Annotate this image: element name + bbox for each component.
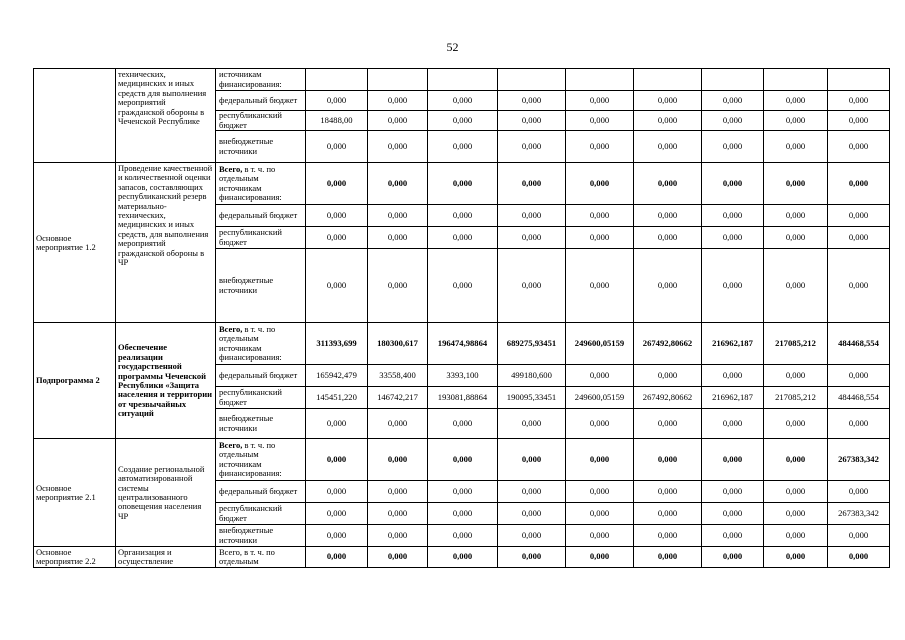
value-cell: 0,000 (764, 525, 828, 547)
description-cell: Создание региональной автоматизированной системы централизованного оповещения населения ЧР (116, 439, 216, 547)
value-cell: 0,000 (368, 163, 428, 205)
funding-source-cell (216, 547, 306, 568)
value-cell: 0,000 (306, 525, 368, 547)
value-cell: 0,000 (498, 227, 566, 249)
value-cell: 0,000 (566, 249, 634, 323)
value-cell: 0,000 (566, 91, 634, 111)
value-cell: 0,000 (764, 111, 828, 131)
value-cell: 0,000 (498, 205, 566, 227)
value-cell: 0,000 (566, 111, 634, 131)
value-cell: 0,000 (428, 205, 498, 227)
value-cell: 0,000 (634, 525, 702, 547)
value-cell: 0,000 (566, 547, 634, 568)
value-cell: 0,000 (828, 163, 890, 205)
value-cell: 18488,00 (306, 111, 368, 131)
value-cell: 0,000 (498, 91, 566, 111)
total-prefix: Всего, (219, 439, 243, 450)
funding-source-cell: внебюджетные источники (216, 409, 306, 439)
value-cell: 0,000 (828, 205, 890, 227)
value-cell: 0,000 (306, 205, 368, 227)
value-cell: 0,000 (702, 205, 764, 227)
value-cell: 0,000 (428, 409, 498, 439)
total-prefix: Всего, (219, 323, 243, 334)
value-cell: 217085,212 (764, 387, 828, 409)
value-cell (702, 69, 764, 91)
value-cell: 146742,217 (368, 387, 428, 409)
value-cell: 0,000 (306, 163, 368, 205)
value-cell: 0,000 (368, 227, 428, 249)
total-label: в т. ч. по отдельным источникам финансирования: (219, 163, 282, 202)
funding-source-cell: внебюджетные источники (216, 131, 306, 163)
funding-source-cell: внебюджетные источники (216, 525, 306, 547)
value-cell: 0,000 (368, 481, 428, 503)
value-cell: 190095,33451 (498, 387, 566, 409)
table-row (34, 439, 890, 481)
funding-source-cell: федеральный бюджет (216, 91, 306, 111)
value-cell: 0,000 (702, 163, 764, 205)
value-cell: 0,000 (702, 249, 764, 323)
funding-source-cell: республиканский бюджет (216, 111, 306, 131)
value-cell (368, 69, 428, 91)
value-cell: 0,000 (566, 163, 634, 205)
funding-source-cell: источникам финансирования: (216, 69, 306, 91)
total-label: в т. ч. по отдельным источникам финансирования: (219, 323, 282, 362)
value-cell: 0,000 (306, 481, 368, 503)
value-cell: 0,000 (764, 439, 828, 481)
value-cell: 0,000 (702, 91, 764, 111)
value-cell: 0,000 (764, 227, 828, 249)
value-cell: 0,000 (498, 481, 566, 503)
value-cell: 0,000 (306, 439, 368, 481)
value-cell: 0,000 (634, 481, 702, 503)
table-row (34, 69, 890, 91)
table-row (34, 323, 890, 365)
value-cell: 0,000 (828, 111, 890, 131)
value-cell: 0,000 (428, 163, 498, 205)
value-cell: 0,000 (306, 547, 368, 568)
table-row (34, 163, 890, 205)
value-cell: 0,000 (306, 91, 368, 111)
value-cell: 0,000 (428, 547, 498, 568)
total-label: в т. ч. по отдельным источникам финансирования: (219, 439, 282, 478)
value-cell: 193081,88864 (428, 387, 498, 409)
value-cell: 0,000 (306, 131, 368, 163)
value-cell: 0,000 (428, 439, 498, 481)
value-cell: 0,000 (634, 365, 702, 387)
value-cell: 0,000 (702, 227, 764, 249)
value-cell: 0,000 (498, 525, 566, 547)
value-cell: 0,000 (566, 481, 634, 503)
value-cell: 0,000 (828, 131, 890, 163)
value-cell: 0,000 (828, 365, 890, 387)
value-cell: 0,000 (764, 409, 828, 439)
value-cell: 0,000 (702, 547, 764, 568)
budget-table (33, 68, 890, 568)
value-cell: 0,000 (306, 249, 368, 323)
value-cell: 0,000 (368, 131, 428, 163)
funding-source-cell (216, 163, 306, 205)
value-cell: 0,000 (828, 481, 890, 503)
value-cell: 0,000 (764, 91, 828, 111)
value-cell: 0,000 (764, 365, 828, 387)
value-cell: 0,000 (764, 547, 828, 568)
program-cell: Основное мероприятие 2.2 (34, 547, 116, 568)
value-cell: 0,000 (634, 91, 702, 111)
value-cell: 0,000 (428, 503, 498, 525)
value-cell: 0,000 (764, 163, 828, 205)
value-cell (566, 69, 634, 91)
value-cell: 0,000 (368, 503, 428, 525)
value-cell: 0,000 (634, 249, 702, 323)
value-cell: 0,000 (306, 503, 368, 525)
value-cell: 0,000 (368, 249, 428, 323)
value-cell: 0,000 (702, 481, 764, 503)
value-cell: 0,000 (634, 227, 702, 249)
description-cell: Организация и осуществление (116, 547, 216, 568)
description-cell: Обеспечение реализации государственной программы Чеченской Республики «Защита населения и территории от чрезвычайных ситуаций (116, 323, 216, 439)
value-cell: 216962,187 (702, 323, 764, 365)
value-cell: 0,000 (828, 409, 890, 439)
value-cell: 0,000 (566, 439, 634, 481)
value-cell: 499180,600 (498, 365, 566, 387)
value-cell: 0,000 (428, 481, 498, 503)
description-cell: технических, медицинских и иных средств для выполнения мероприятий гражданской обороны в Чеченской Республике (116, 69, 216, 163)
value-cell: 0,000 (498, 409, 566, 439)
value-cell: 0,000 (428, 249, 498, 323)
value-cell: 0,000 (764, 205, 828, 227)
value-cell: 0,000 (566, 365, 634, 387)
value-cell: 0,000 (634, 111, 702, 131)
value-cell: 0,000 (566, 503, 634, 525)
value-cell (306, 69, 368, 91)
total-prefix: Всего, (219, 163, 243, 174)
page-number: 52 (446, 40, 459, 54)
value-cell: 267383,342 (828, 439, 890, 481)
funding-source-cell: федеральный бюджет (216, 481, 306, 503)
value-cell: 0,000 (764, 249, 828, 323)
value-cell: 0,000 (368, 205, 428, 227)
value-cell: 0,000 (498, 131, 566, 163)
value-cell: 0,000 (368, 547, 428, 568)
value-cell: 0,000 (498, 439, 566, 481)
value-cell: 216962,187 (702, 387, 764, 409)
value-cell: 0,000 (634, 547, 702, 568)
funding-source-cell: республиканский бюджет (216, 503, 306, 525)
value-cell: 0,000 (566, 205, 634, 227)
value-cell: 0,000 (702, 503, 764, 525)
value-cell: 165942,479 (306, 365, 368, 387)
value-cell: 0,000 (368, 439, 428, 481)
value-cell: 267492,80662 (634, 323, 702, 365)
value-cell: 0,000 (498, 547, 566, 568)
value-cell: 0,000 (368, 91, 428, 111)
value-cell: 33558,400 (368, 365, 428, 387)
value-cell: 0,000 (566, 525, 634, 547)
value-cell: 0,000 (634, 205, 702, 227)
value-cell: 0,000 (428, 227, 498, 249)
value-cell: 0,000 (634, 163, 702, 205)
value-cell: 0,000 (764, 481, 828, 503)
value-cell: 311393,699 (306, 323, 368, 365)
value-cell: 0,000 (828, 227, 890, 249)
value-cell: 0,000 (566, 409, 634, 439)
value-cell: 0,000 (702, 409, 764, 439)
value-cell: 0,000 (702, 131, 764, 163)
value-cell: 0,000 (498, 163, 566, 205)
funding-source-cell: республиканский бюджет (216, 227, 306, 249)
value-cell: 0,000 (368, 111, 428, 131)
value-cell: 0,000 (368, 409, 428, 439)
value-cell: 267383,342 (828, 503, 890, 525)
value-cell: 0,000 (428, 91, 498, 111)
value-cell: 249600,05159 (566, 323, 634, 365)
program-cell: Подпрограмма 2 (34, 323, 116, 439)
value-cell: 0,000 (498, 249, 566, 323)
funding-source-cell (216, 323, 306, 365)
value-cell: 0,000 (634, 503, 702, 525)
value-cell: 0,000 (428, 525, 498, 547)
table-row (34, 547, 890, 568)
value-cell: 0,000 (828, 547, 890, 568)
value-cell: 0,000 (498, 503, 566, 525)
value-cell: 0,000 (828, 525, 890, 547)
value-cell: 249600,05159 (566, 387, 634, 409)
value-cell: 180300,617 (368, 323, 428, 365)
value-cell: 0,000 (566, 227, 634, 249)
description-cell: Проведение качественной и количественной оценки запасов, составляющих республиканский резерв материально-технических, медицинских и иных средств, для выполнения мероприятий гражданской обороны в ЧР (116, 163, 216, 323)
funding-source-cell: федеральный бюджет (216, 205, 306, 227)
value-cell: 0,000 (306, 227, 368, 249)
value-cell (498, 69, 566, 91)
value-cell: 0,000 (828, 91, 890, 111)
value-cell: 0,000 (368, 525, 428, 547)
value-cell: 0,000 (702, 439, 764, 481)
funding-source-cell (216, 439, 306, 481)
value-cell: 196474,98864 (428, 323, 498, 365)
value-cell: 145451,220 (306, 387, 368, 409)
value-cell: 0,000 (634, 439, 702, 481)
program-cell: Основное мероприятие 1.2 (34, 163, 116, 323)
value-cell: 0,000 (498, 111, 566, 131)
value-cell: 0,000 (702, 111, 764, 131)
value-cell: 3393,100 (428, 365, 498, 387)
value-cell (828, 69, 890, 91)
value-cell: 0,000 (634, 131, 702, 163)
value-cell: 0,000 (702, 365, 764, 387)
value-cell: 0,000 (634, 409, 702, 439)
value-cell: 484468,554 (828, 323, 890, 365)
funding-source-cell: внебюджетные источники (216, 249, 306, 323)
value-cell: 484468,554 (828, 387, 890, 409)
program-cell (34, 69, 116, 163)
value-cell: 689275,93451 (498, 323, 566, 365)
value-cell: 0,000 (306, 409, 368, 439)
value-cell: 0,000 (566, 131, 634, 163)
value-cell (634, 69, 702, 91)
program-cell: Основное мероприятие 2.1 (34, 439, 116, 547)
value-cell: 0,000 (702, 525, 764, 547)
value-cell: 0,000 (764, 131, 828, 163)
value-cell: 217085,212 (764, 323, 828, 365)
value-cell: 0,000 (428, 131, 498, 163)
value-cell: 0,000 (428, 111, 498, 131)
value-cell: 0,000 (828, 249, 890, 323)
value-cell (764, 69, 828, 91)
value-cell: 267492,80662 (634, 387, 702, 409)
last-row-label: Всего, в т. ч. по отдельным (219, 546, 275, 566)
funding-source-cell: федеральный бюджет (216, 365, 306, 387)
funding-source-cell: республиканский бюджет (216, 387, 306, 409)
value-cell (428, 69, 498, 91)
value-cell: 0,000 (764, 503, 828, 525)
